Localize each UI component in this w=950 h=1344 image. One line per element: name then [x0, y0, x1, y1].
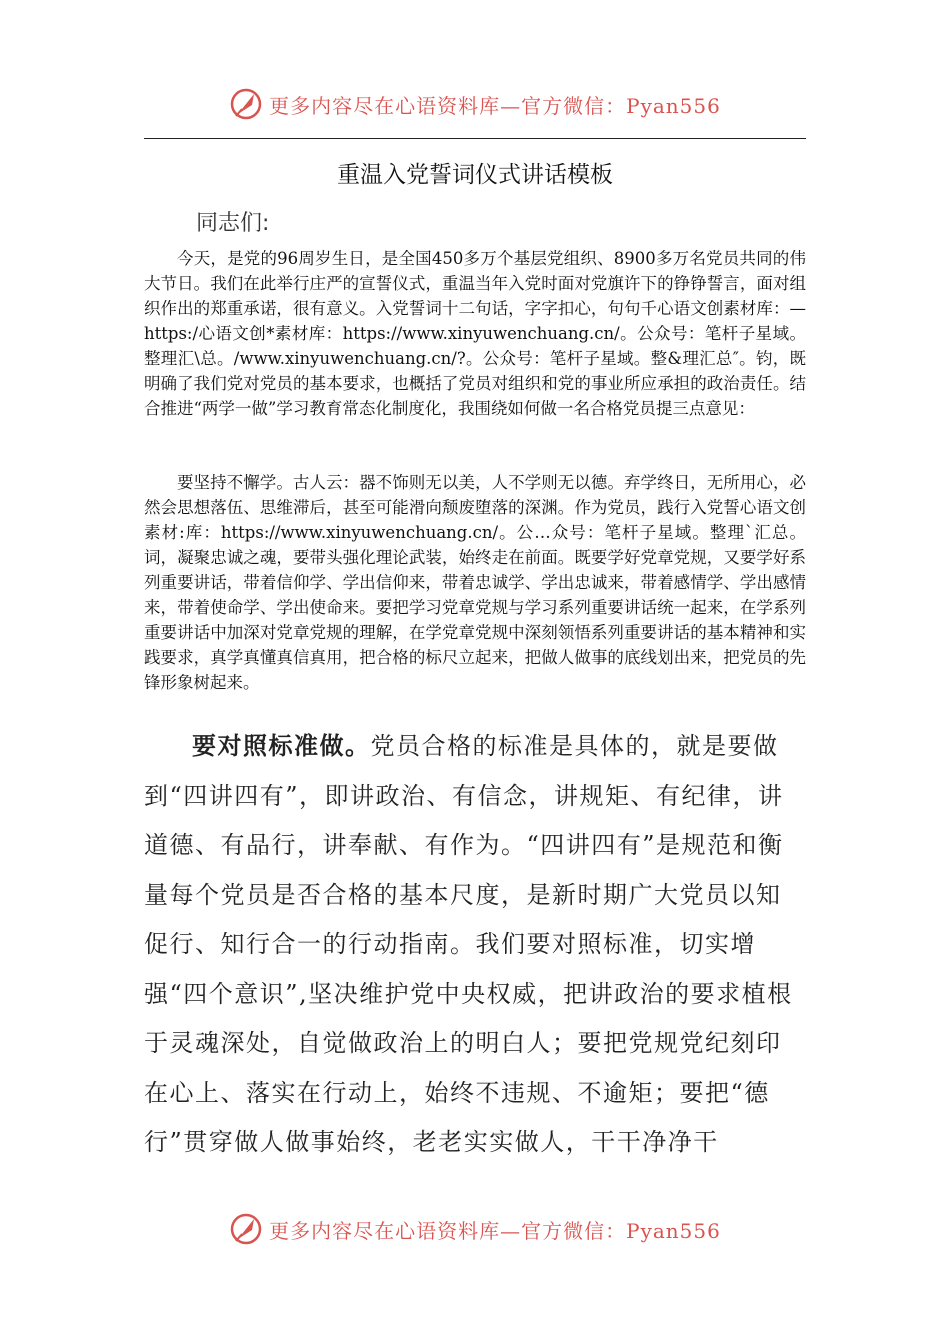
header-banner: [0, 80, 950, 128]
footer-banner-text: 更多内容尽在心语资料库—官方微信：Pyan556: [269, 1218, 721, 1243]
paragraph-standards-text: 党员合格的标准是具体的，就是要做到“四讲四有”，即讲政治、有信念，讲规矩、有纪律，讲道德、有品行，讲奉献、有作为。“四讲四有”是规范和衡量每个党员是否合格的基本尺度，是新时期广大党员以知促行、知行合一的行动指南。我们要对照标准，切实增强“四个意识”,坚决维护党中央权威，把讲政治的要求植根于灵魂深处，自觉做政治上的明白人；要把党规党纪刻印在心上、落实在行动上，始终不违规、不逾矩；要把“德行”贯穿做人做事始终，老老实实做人，干干净净干: [144, 732, 793, 1156]
paragraph-study: 要坚持不懈学。古人云：器不饰则无以美，人不学则无以德。弃学终日，无所用心，必然会思想落伍、思维滞后，甚至可能滑向颓废堕落的深渊。作为党员，践行入党誓心语文创素材:库：https://www.xinyuwenchuang.cn/。公…众号：笔杆子星域。整理`汇总。词，凝聚忠诚之魂，要带头强化理论武装，始终走在前面。既要学好党章党规，又要学好系列重要讲话，带着信仰学、学出信仰来，带着忠诚学、学出忠诚来，带着感情学、学出感情来，带着使命学、学出使命来。要把学习党章党规与学习系列重要讲话统一起来，在学系列重要讲话中加深对党章党规的理解，在学党章党规中深刻领悟系列重要讲话的基本精神和实践要求，真学真懂真信真用，把合格的标尺立起来，把做人做事的底线划出来，把党员的先锋形象树起来。: [144, 473, 806, 692]
header-banner-text: 更多内容尽在心语资料库—官方微信：Pyan556: [269, 93, 721, 118]
salutation: 同志们:: [196, 211, 270, 236]
header-divider: [144, 138, 806, 139]
paragraph-intro: 今天，是党的96周岁生日，是全国450多万个基层党组织、8900多万名党员共同的伟大节日。我们在此举行庄严的宣誓仪式，重温当年入党时面对党旗许下的铮铮誓言，面对组织作出的郑重承诺，很有意义。入党誓词十二句话，字字扣心，句句千心语文创素材库：—https:/心语文创*素材库：https://www.xinyuwenchuang.cn/。公众号：笔杆子星域。整理汇\总。/www.xinyuwenchuang.cn/?。公众号：笔杆子星域。整&理汇总″。钧，既明确了我们党对党员的基本要求，也概括了党员对组织和党的事业所应承担的政治责任。结合推进“两学一做”学习教育常态化制度化，我围绕如何做一名合格党员提三点意见：: [144, 249, 806, 418]
quill-logo-icon: [229, 87, 263, 121]
paragraph-standards: [144, 722, 806, 1168]
paragraph-standards-heading: 要对照标准做。: [192, 732, 371, 760]
quill-logo-icon: [229, 1212, 263, 1246]
footer-banner: [0, 1205, 950, 1253]
document-title: 重温入党誓词仪式讲话模板: [337, 162, 613, 188]
